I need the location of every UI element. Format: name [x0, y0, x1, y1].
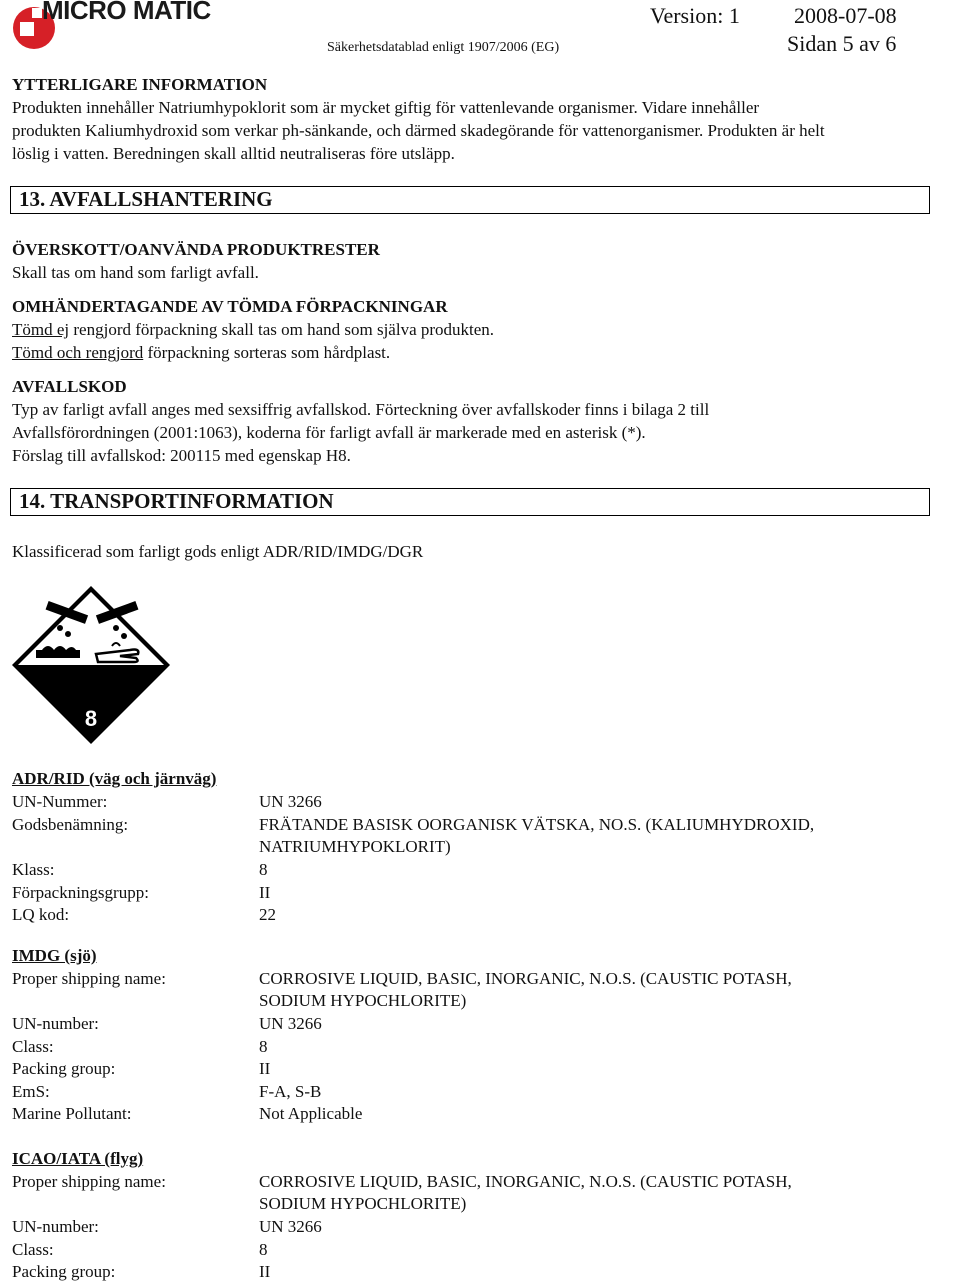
imdg-heading: IMDG (sjö)	[12, 946, 97, 965]
imdg-un-label: UN-number:	[12, 1014, 99, 1033]
adr-group-value: II	[259, 883, 271, 902]
section-13-header	[10, 186, 930, 214]
icao-group-label: Packing group:	[12, 1262, 116, 1281]
waste-code-line: Avfallsförordningen (2001:1063), koderna för farligt avfall är markerade med en asterisk (*).	[12, 423, 646, 442]
icao-class-value: 8	[259, 1240, 268, 1259]
adr-un-label: UN-Nummer:	[12, 792, 108, 811]
packaging-line-2-underlined: Tömd och rengjord	[12, 343, 144, 362]
adr-name-value-cont: NATRIUMHYPOKLORIT)	[259, 837, 451, 856]
classification-text: Klassificerad som farligt gods enligt ADR/RID/IMDG/DGR	[12, 542, 424, 561]
page-number: Sidan 5 av 6	[787, 31, 897, 56]
imdg-group-value: II	[259, 1059, 271, 1078]
section-13-title: 13. AVFALLSHANTERING	[19, 187, 273, 211]
imdg-class-value: 8	[259, 1037, 268, 1056]
extra-info-line: produkten Kaliumhydroxid som verkar ph-sänkande, och därmed skadegörande för vattenorganismer. Produkten är helt	[12, 121, 825, 140]
adr-name-value: FRÄTANDE BASISK OORGANISK VÄTSKA, NO.S. (KALIUMHYDROXID,	[259, 815, 815, 834]
icao-heading: ICAO/IATA (flyg)	[12, 1149, 144, 1168]
imdg-class-label: Class:	[12, 1037, 54, 1056]
icao-name-value-cont: SODIUM HYPOCHLORITE)	[259, 1194, 467, 1213]
adr-heading: ADR/RID (väg och järnväg)	[12, 769, 217, 788]
adr-lq-label: LQ kod:	[12, 905, 70, 924]
extra-info-line: löslig i vatten. Beredningen skall alltid neutraliseras före utsläpp.	[12, 144, 455, 163]
corrosive-hazard-pictogram	[8, 584, 174, 746]
icao-group-value: II	[259, 1262, 271, 1281]
imdg-un-value: UN 3266	[259, 1014, 322, 1033]
packaging-line-1-underlined: Tömd ej	[12, 320, 70, 339]
section-14-title: 14. TRANSPORTINFORMATION	[19, 489, 334, 513]
imdg-marine-value: Not Applicable	[259, 1104, 363, 1123]
icao-name-value: CORROSIVE LIQUID, BASIC, INORGANIC, N.O.S. (CAUSTIC POTASH,	[259, 1172, 792, 1191]
waste-code-line: Förslag till avfallskod: 200115 med egenskap H8.	[12, 446, 351, 465]
document-version: Version: 1	[650, 3, 740, 28]
adr-un-value: UN 3266	[259, 792, 322, 811]
imdg-ems-label: EmS:	[12, 1082, 50, 1101]
packaging-heading: OMHÄNDERTAGANDE AV TÖMDA FÖRPACKNINGAR	[12, 297, 448, 316]
icao-class-label: Class:	[12, 1240, 54, 1259]
section-14-header	[10, 488, 930, 516]
imdg-name-value-cont: SODIUM HYPOCHLORITE)	[259, 991, 467, 1010]
surplus-heading: ÖVERSKOTT/OANVÄNDA PRODUKTRESTER	[12, 240, 380, 259]
surplus-text: Skall tas om hand som farligt avfall.	[12, 263, 259, 282]
icao-name-label: Proper shipping name:	[12, 1172, 166, 1191]
imdg-name-label: Proper shipping name:	[12, 969, 166, 988]
logo-text: MICRO MATIC	[42, 0, 211, 25]
document-subtitle: Säkerhetsdatablad enligt 1907/2006 (EG)	[327, 40, 560, 55]
pictogram-class-number: 8	[84, 706, 98, 731]
adr-name-label: Godsbenämning:	[12, 815, 129, 834]
icao-un-label: UN-number:	[12, 1217, 99, 1236]
imdg-ems-value: F-A, S-B	[259, 1082, 322, 1101]
adr-class-label: Klass:	[12, 860, 55, 879]
imdg-marine-label: Marine Pollutant:	[12, 1104, 132, 1123]
icao-un-value: UN 3266	[259, 1217, 322, 1236]
extra-info-line: Produkten innehåller Natriumhypoklorit som är mycket giftig för vattenlevande organismer. Vidare innehåller	[12, 98, 760, 117]
extra-info-heading: YTTERLIGARE INFORMATION	[12, 75, 268, 94]
adr-lq-value: 22	[259, 905, 276, 924]
packaging-line-1-rest: rengjord förpackning skall tas om hand som själva produkten.	[69, 320, 495, 339]
adr-group-label: Förpackningsgrupp:	[12, 883, 149, 902]
adr-class-value: 8	[259, 860, 268, 879]
document-date: 2008-07-08	[794, 3, 897, 28]
packaging-line-1	[12, 318, 494, 341]
waste-code-heading: AVFALLSKOD	[12, 377, 127, 396]
imdg-name-value: CORROSIVE LIQUID, BASIC, INORGANIC, N.O.S. (CAUSTIC POTASH,	[259, 969, 792, 988]
waste-code-line: Typ av farligt avfall anges med sexsiffrig avfallskod. Förteckning över avfallskoder finns i bilaga 2 till	[12, 400, 710, 419]
packaging-line-2	[12, 341, 390, 364]
imdg-group-label: Packing group:	[12, 1059, 116, 1078]
packaging-line-2-rest: förpackning sorteras som hårdplast.	[143, 343, 391, 362]
